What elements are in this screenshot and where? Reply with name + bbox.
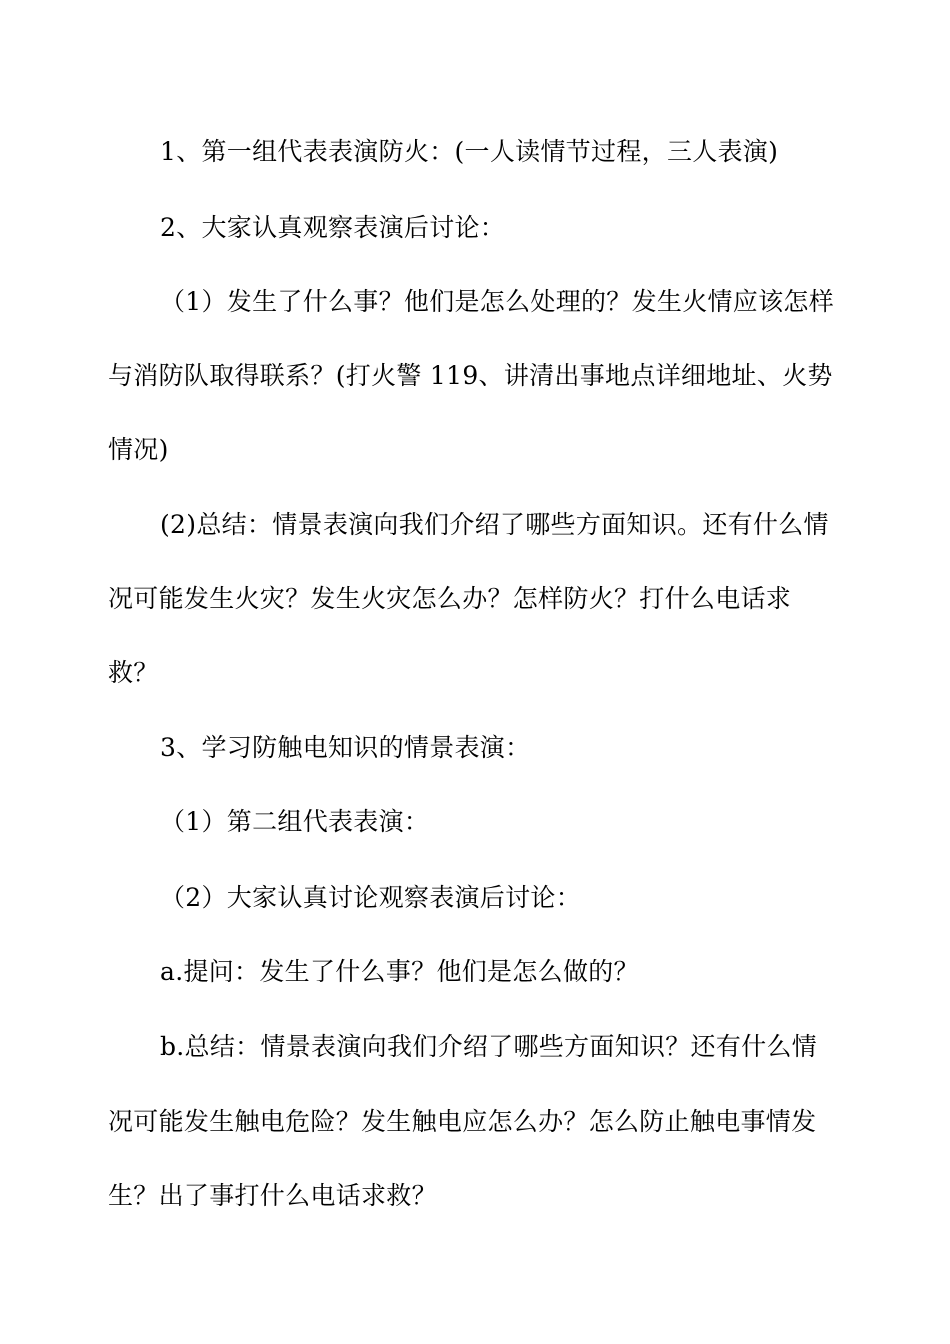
text-line-9: 3、学习防触电知识的情景表演： [160, 733, 531, 762]
text-line-8: 救？ [108, 658, 159, 687]
text-line-5: 情况) [108, 435, 169, 464]
text-line-3: （1）发生了什么事？他们是怎么处理的？发生火情应该怎样 [160, 287, 835, 316]
text-line-12: a.提问：发生了什么事？他们是怎么做的？ [160, 957, 639, 986]
text-line-15: 生？出了事打什么电话求救？ [108, 1181, 437, 1210]
text-line-7: 况可能发生火灾？发生火灾怎么办？怎样防火？打什么电话求 [108, 584, 792, 613]
text-line-10: （1）第二组代表表演： [160, 807, 430, 836]
text-line-2: 2、大家认真观察表演后讨论： [160, 213, 506, 242]
text-line-1: 1、第一组代表表演防火：(一人读情节过程，三人表演) [160, 137, 779, 166]
text-line-13: b.总结：情景表演向我们介绍了哪些方面知识？还有什么情 [160, 1032, 818, 1061]
text-line-14: 况可能发生触电危险？发生触电应怎么办？怎么防止触电事情发 [108, 1107, 817, 1136]
text-line-4: 与消防队取得联系？(打火警 119、讲清出事地点详细地址、火势 [108, 361, 833, 390]
text-line-6: (2)总结：情景表演向我们介绍了哪些方面知识。还有什么情 [160, 510, 829, 539]
text-line-11: （2）大家认真讨论观察表演后讨论： [160, 883, 582, 912]
